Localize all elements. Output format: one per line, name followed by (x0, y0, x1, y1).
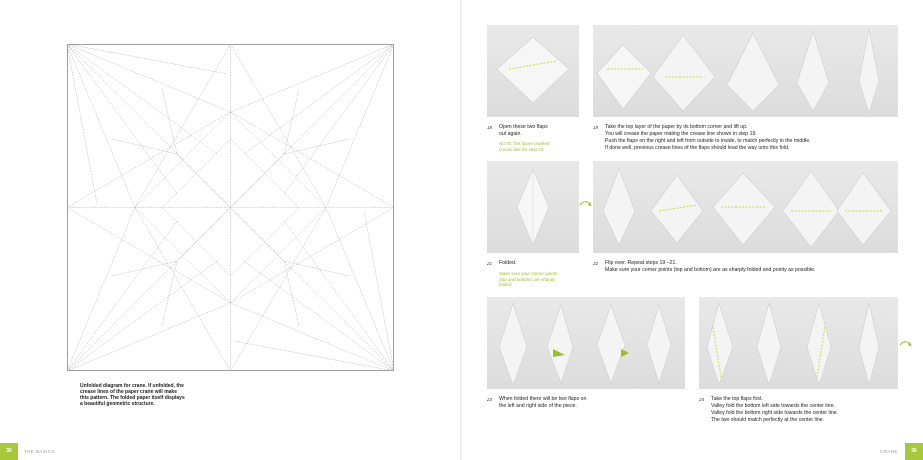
caption-line: Unfolded diagram for crane. If unfolded, the (80, 383, 184, 389)
step-note: crease line for step 20. (499, 146, 545, 152)
flip-over-icon (578, 199, 592, 209)
caption-line: crease lines of the paper crane will make (80, 389, 177, 395)
flip-over-icon (898, 339, 912, 349)
running-head-left: THE BASICS (24, 449, 55, 454)
step-note: Make sure your corner points (499, 271, 558, 276)
step-text: out again. (499, 131, 522, 137)
running-head-right: CRANE (880, 449, 898, 454)
step-19-photo-strip (593, 25, 898, 117)
step-number: 21 (487, 261, 493, 266)
page-number-right: 36 (905, 443, 923, 460)
step-text: You will crease the paper mating the crease line shown in step 19. (605, 131, 757, 137)
crease-pattern-diagram (67, 44, 394, 371)
step-note: (top and bottom) are sharply (499, 276, 556, 282)
step-number: 18 (487, 125, 493, 130)
step-number: 22 (593, 261, 599, 266)
page-number-left: 35 (0, 443, 18, 460)
step-text: The two should match perfectly at the center line. (711, 417, 825, 423)
step-text: Take the top layer of the paper by its bottom corner and lift up. (605, 124, 748, 130)
left-page (0, 0, 461, 460)
step-21-photo (487, 161, 579, 253)
caption-line: this pattern. The folded paper itself displays (80, 395, 185, 401)
right-page (462, 0, 923, 460)
step-22-photo-strip (593, 161, 898, 253)
step-text: the left and right side of the piece. (499, 403, 577, 409)
step-number: 19 (593, 125, 599, 130)
step-text: When folded there will be two flaps on (499, 396, 587, 402)
step-text: Folded. (499, 260, 517, 266)
step-number: 23 (487, 397, 493, 402)
step-note: folded. (499, 282, 513, 287)
step-text: Valley fold the bottom left side towards the center line. (711, 403, 835, 409)
step-number: 24 (699, 397, 705, 402)
step-text: Push the flaps on the right and left from outside to inside, to match perfectly in the middle. (605, 138, 811, 144)
caption-line: a beautiful geometric structure. (80, 401, 155, 407)
step-text: Valley fold the bottom right side towards the center line. (711, 410, 839, 416)
step-text: Make sure your corner points (top and bottom) are as sharply folded and pointy as possible. (605, 267, 816, 273)
step-text: Flip over. Repeat steps 19 –21. (605, 260, 677, 266)
step-24-photo-strip (699, 297, 898, 389)
step-text: If done well, previous crease lines of the flaps should lead the way unto this fold. (605, 145, 790, 151)
step-text: Open these two flaps (499, 124, 548, 130)
step-note: NOTE: the future marked (499, 141, 550, 146)
step-18-photo (487, 25, 579, 117)
diagram-caption (80, 383, 200, 407)
step-text: Take the top flaps first. (711, 396, 763, 402)
step-23-photo-strip (487, 297, 685, 389)
